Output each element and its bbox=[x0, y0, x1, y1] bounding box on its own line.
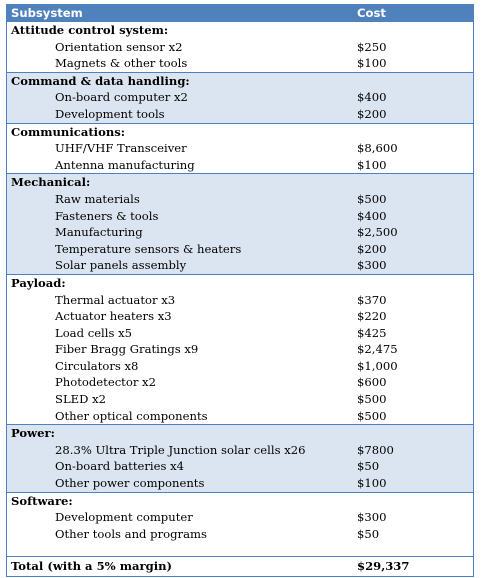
item-cost: $2,475 bbox=[357, 342, 398, 357]
category-label: Payload: bbox=[11, 275, 66, 290]
item-name: On-board computer x2 bbox=[55, 90, 188, 105]
category-row bbox=[7, 492, 473, 510]
item-cost: $100 bbox=[357, 56, 387, 71]
item-cost: $8,600 bbox=[357, 141, 398, 156]
item-cost: $500 bbox=[357, 408, 387, 423]
item-name: Development computer bbox=[55, 510, 193, 525]
item-cost: $500 bbox=[357, 392, 387, 407]
item-cost: $100 bbox=[357, 476, 387, 491]
item-name: Thermal actuator x3 bbox=[55, 292, 176, 307]
item-row bbox=[7, 208, 473, 225]
item-row bbox=[7, 292, 473, 309]
category-row bbox=[7, 123, 473, 141]
item-name: Antenna manufacturing bbox=[55, 157, 195, 172]
item-name: Load cells x5 bbox=[55, 325, 133, 340]
item-name: Temperature sensors & heaters bbox=[55, 241, 242, 256]
item-row bbox=[7, 358, 473, 375]
item-name: Fiber Bragg Gratings x9 bbox=[55, 342, 199, 357]
category-label: Power: bbox=[11, 426, 55, 441]
item-name: Development tools bbox=[55, 106, 165, 121]
item-row bbox=[7, 308, 473, 325]
item-cost: $400 bbox=[357, 208, 387, 223]
category-label: Command & data handling: bbox=[11, 73, 190, 88]
header-cost: Cost bbox=[357, 6, 386, 20]
item-name: Orientation sensor x2 bbox=[55, 39, 183, 54]
item-cost: $50 bbox=[357, 526, 380, 541]
item-name: Circulators x8 bbox=[55, 358, 139, 373]
category-row bbox=[7, 22, 473, 39]
item-name: Solar panels assembly bbox=[55, 258, 187, 273]
item-row bbox=[7, 374, 473, 391]
item-row bbox=[7, 106, 473, 123]
item-row bbox=[7, 55, 473, 72]
item-row bbox=[7, 325, 473, 342]
item-row bbox=[7, 257, 473, 274]
item-cost: $600 bbox=[357, 375, 387, 390]
category-label: Mechanical: bbox=[11, 175, 91, 190]
item-row bbox=[7, 157, 473, 174]
item-name: Photodetector x2 bbox=[55, 375, 156, 390]
item-name: 28.3% Ultra Triple Junction solar cells x26 bbox=[55, 442, 306, 457]
item-cost: $300 bbox=[357, 258, 387, 273]
header-subsystem: Subsystem bbox=[11, 6, 83, 20]
total-cost: $29,337 bbox=[357, 559, 410, 574]
category-label: Communications: bbox=[11, 124, 126, 139]
item-name: SLED x2 bbox=[55, 392, 107, 407]
item-name: Actuator heaters x3 bbox=[55, 309, 172, 324]
item-row bbox=[7, 140, 473, 157]
table-header bbox=[7, 5, 473, 22]
item-name: Manufacturing bbox=[55, 225, 143, 240]
category-row bbox=[7, 424, 473, 442]
item-cost: $1,000 bbox=[357, 358, 398, 373]
item-name: Other tools and programs bbox=[55, 526, 207, 541]
item-cost: $250 bbox=[357, 39, 387, 54]
item-cost: $425 bbox=[357, 325, 387, 340]
item-cost: $50 bbox=[357, 459, 380, 474]
category-row bbox=[7, 173, 473, 191]
item-cost: $200 bbox=[357, 106, 387, 121]
item-cost: $400 bbox=[357, 90, 387, 105]
item-row bbox=[7, 191, 473, 208]
item-cost: $300 bbox=[357, 510, 387, 525]
item-cost: $7800 bbox=[357, 442, 394, 457]
item-row bbox=[7, 475, 473, 492]
item-cost: $220 bbox=[357, 309, 387, 324]
item-name: Fasteners & tools bbox=[55, 208, 159, 223]
spacer-row bbox=[7, 542, 473, 556]
item-row bbox=[7, 89, 473, 106]
item-row bbox=[7, 39, 473, 56]
item-name: Other optical components bbox=[55, 408, 208, 423]
item-name: Raw materials bbox=[55, 191, 140, 206]
item-row bbox=[7, 526, 473, 543]
item-row bbox=[7, 241, 473, 258]
item-row bbox=[7, 224, 473, 241]
category-label: Attitude control system: bbox=[11, 23, 169, 37]
item-name: Magnets & other tools bbox=[55, 56, 188, 71]
item-row bbox=[7, 509, 473, 526]
item-name: UHF/VHF Transceiver bbox=[55, 141, 187, 156]
item-row bbox=[7, 408, 473, 425]
cost-table bbox=[6, 4, 474, 577]
category-row bbox=[7, 72, 473, 90]
table-body bbox=[7, 22, 473, 542]
item-cost: $370 bbox=[357, 292, 387, 307]
total-label: Total (with a 5% margin) bbox=[11, 559, 173, 574]
item-name: On-board batteries x4 bbox=[55, 459, 185, 474]
item-cost: $100 bbox=[357, 157, 387, 172]
total-row bbox=[7, 556, 473, 576]
item-cost: $500 bbox=[357, 191, 387, 206]
item-row bbox=[7, 391, 473, 408]
item-name: Other power components bbox=[55, 476, 205, 491]
item-row bbox=[7, 341, 473, 358]
category-row bbox=[7, 274, 473, 292]
category-label: Software: bbox=[11, 493, 73, 508]
item-row bbox=[7, 442, 473, 459]
item-cost: $200 bbox=[357, 241, 387, 256]
item-row bbox=[7, 458, 473, 475]
item-cost: $2,500 bbox=[357, 225, 398, 240]
